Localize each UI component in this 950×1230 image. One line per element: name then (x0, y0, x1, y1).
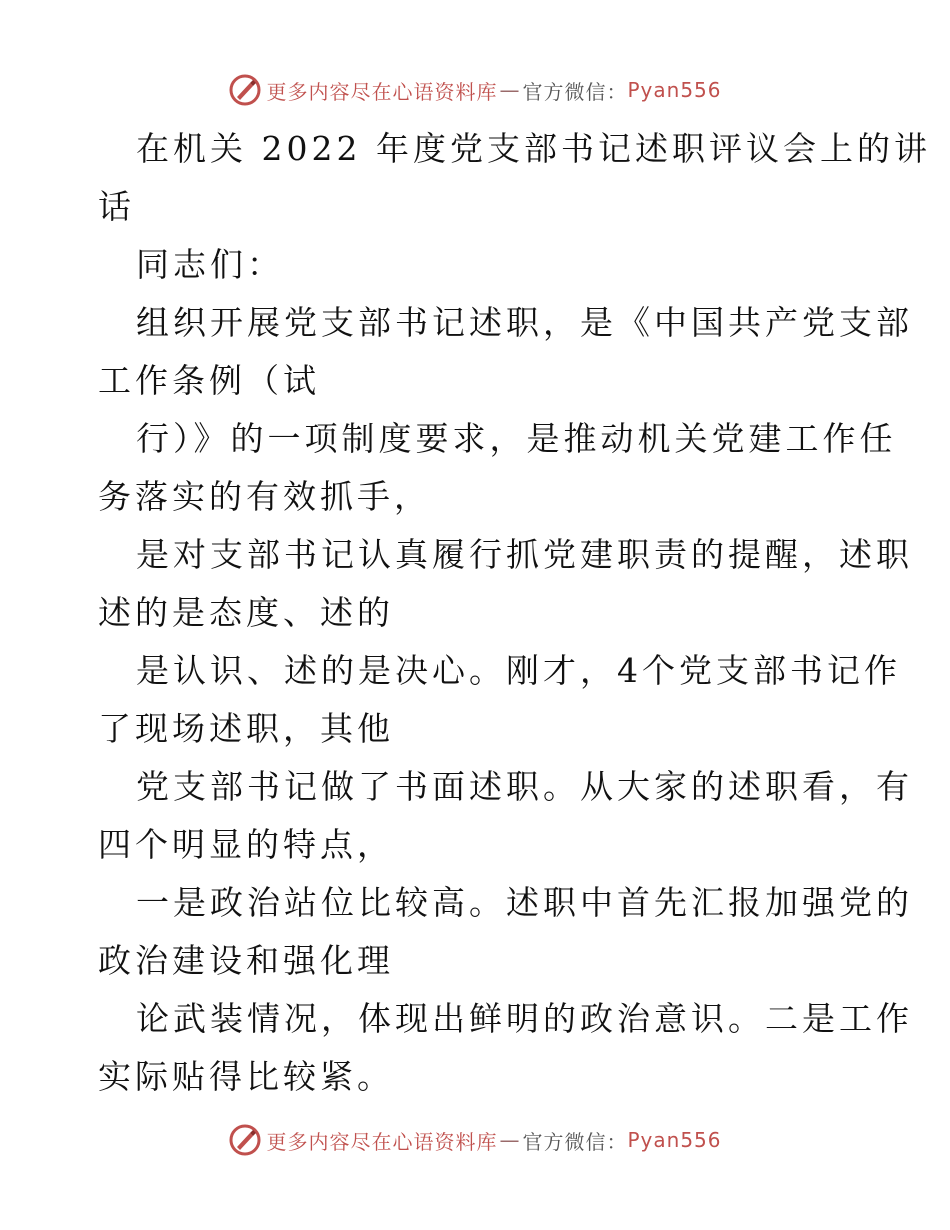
paragraph-line: 是对支部书记认真履行抓党建职责的提醒，述职 (136, 535, 913, 574)
pen-logo-icon (228, 1123, 262, 1157)
paragraph-line: 务落实的有效抓手， (98, 477, 431, 516)
paragraph-line: 政治建设和强化理 (98, 941, 394, 980)
pen-logo-icon (228, 73, 262, 107)
paragraph-line: 四个明显的特点， (98, 825, 394, 864)
paragraph-line: 了现场述职，其他 (98, 709, 394, 748)
salutation: 同志们： (136, 245, 284, 284)
paragraph-line: 组织开展党支部书记述职，是《中国共产党支部 (136, 303, 913, 342)
title-line-2: 话 (98, 187, 135, 226)
paragraph-line: 述的是态度、述的 (98, 593, 394, 632)
document-body (98, 120, 931, 1106)
banner-separator: — (499, 78, 521, 102)
banner-text: 更多内容尽在心语资料库 (266, 1129, 498, 1154)
header-banner (0, 70, 950, 110)
paragraph-line: 党支部书记做了书面述职。从大家的述职看，有 (136, 767, 913, 806)
banner-separator: — (499, 1128, 521, 1152)
banner-wechat-label: 官方微信： (522, 1129, 628, 1154)
paragraph-line: 论武装情况，体现出鲜明的政治意识。二是工作 (136, 999, 913, 1038)
paragraph-line: 工作条例（试 (98, 361, 320, 400)
paragraph-line: 一是政治站位比较高。述职中首先汇报加强党的 (136, 883, 913, 922)
banner-text: 更多内容尽在心语资料库 (266, 79, 498, 104)
footer-banner (0, 1120, 950, 1160)
banner-wechat-id: Pyan556 (627, 1128, 722, 1152)
banner-wechat-id: Pyan556 (627, 78, 722, 102)
paragraph-line: 行）》的一项制度要求，是推动机关党建工作任 (136, 419, 897, 458)
paragraph-line: 是认识、述的是决心。刚才，4个党支部书记作 (136, 651, 901, 690)
paragraph-line: 实际贴得比较紧。 (98, 1057, 394, 1096)
banner-wechat-label: 官方微信： (522, 79, 628, 104)
title-line-1: 在机关 2022 年度党支部书记述职评议会上的讲 (136, 129, 931, 168)
